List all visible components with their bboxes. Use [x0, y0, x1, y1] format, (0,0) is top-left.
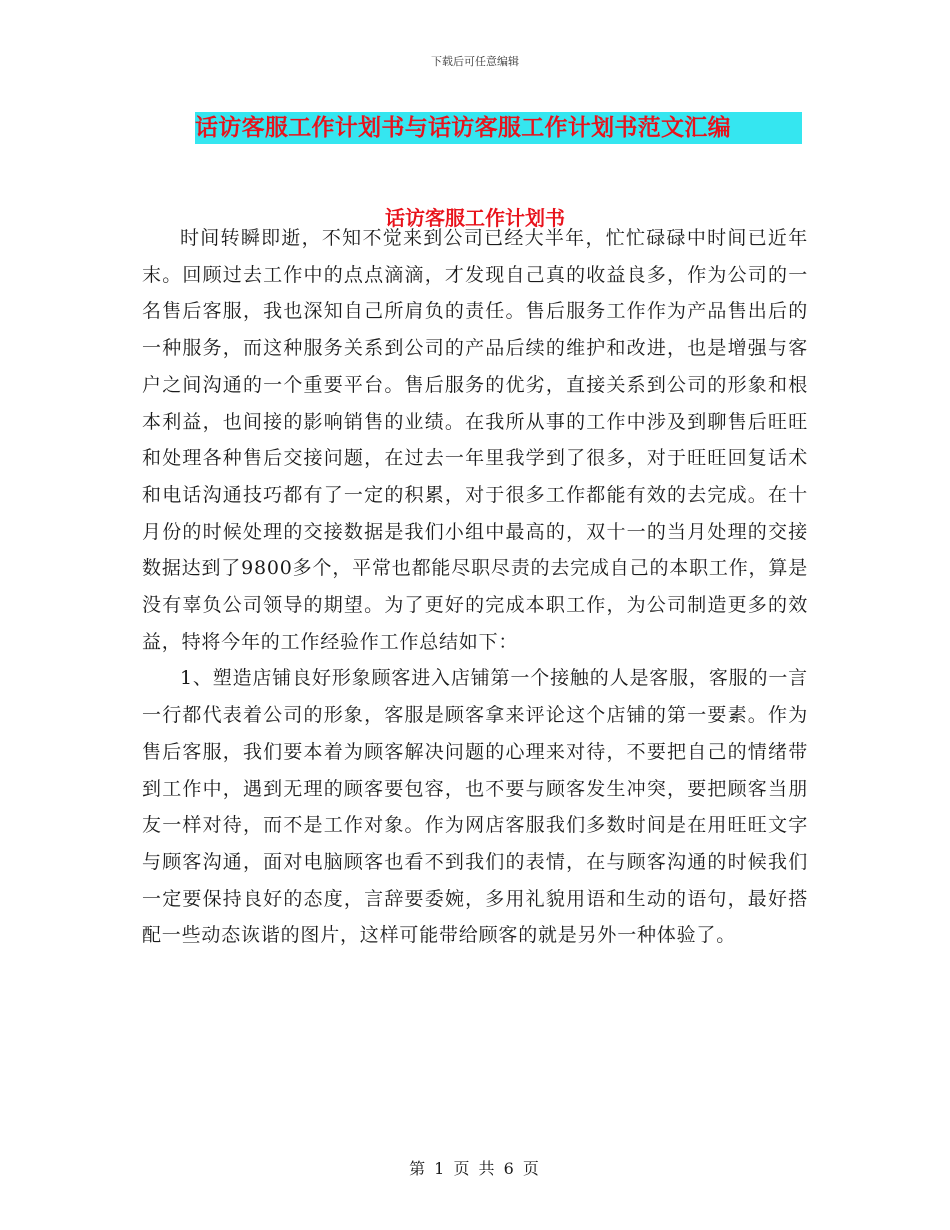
document-body: [142, 220, 808, 954]
document-title: 话访客服工作计划书与话访客服工作计划书范文汇编: [195, 112, 802, 144]
page-number: 第 1 页 共 6 页: [409, 1159, 541, 1178]
body-paragraph: 时间转瞬即逝，不知不觉来到公司已经大半年，忙忙碌碌中时间已近年末。回顾过去工作中的点点滴滴，才发现自己真的收益良多，作为公司的一名售后客服，我也深知自己所肩负的责任。售后服务工作作为产品售出后的一种服务，而这种服务关系到公司的产品后续的维护和改进，也是增强与客户之间沟通的一个重要平台。售后服务的优劣，直接关系到公司的形象和根本利益，也间接的影响销售的业绩。在我所从事的工作中涉及到聊售后旺旺和处理各种售后交接问题，在过去一年里我学到了很多，对于旺旺回复话术和电话沟通技巧都有了一定的积累，对于很多工作都能有效的去完成。在十月份的时候处理的交接数据是我们小组中最高的，双十一的当月处理的交接数据达到了9800多个，平常也都能尽职尽责的去完成自己的本职工作，算是没有辜负公司领导的期望。为了更好的完成本职工作，为公司制造更多的效益，特将今年的工作经验作工作总结如下：: [142, 227, 808, 653]
section-title: 话访客服工作计划书: [385, 206, 565, 230]
header-note: 下载后可任意编辑: [431, 55, 519, 68]
body-paragraph: 1、塑造店铺良好形象顾客进入店铺第一个接触的人是客服，客服的一言一行都代表着公司的形象，客服是顾客拿来评论这个店铺的第一要素。作为售后客服，我们要本着为顾客解决问题的心理来对待，不要把自己的情绪带到工作中，遇到无理的顾客要包容，也不要与顾客发生冲突，要把顾客当朋友一样对待，而不是工作对象。作为网店客服我们多数时间是在用旺旺文字与顾客沟通，面对电脑顾客也看不到我们的表情，在与顾客沟通的时候我们一定要保持良好的态度，言辞要委婉，多用礼貌用语和生动的语句，最好搭配一些动态诙谐的图片，这样可能带给顾客的就是另外一种体验了。: [142, 667, 808, 947]
